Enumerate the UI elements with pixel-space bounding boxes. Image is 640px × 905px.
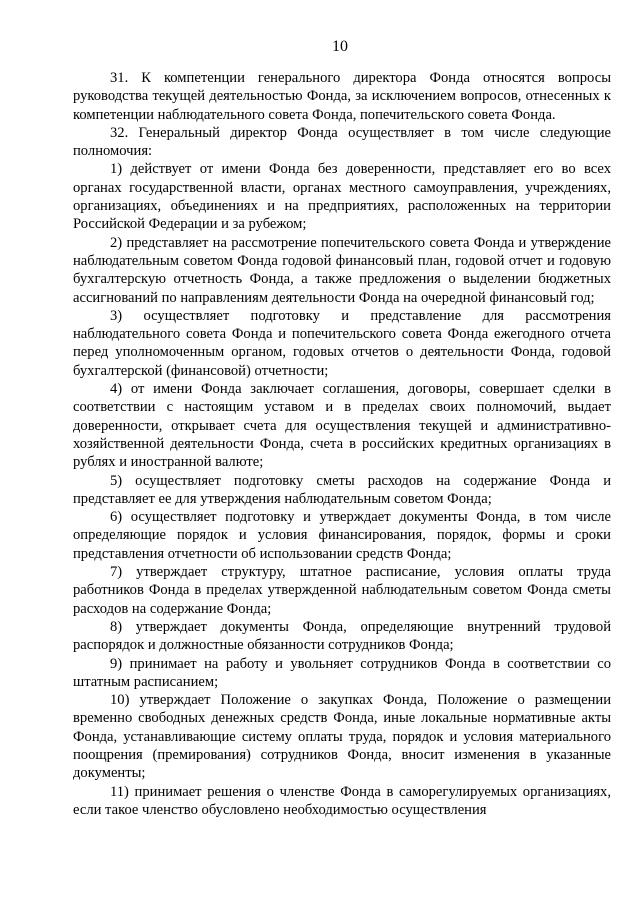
paragraph-32: 32. Генеральный директор Фонда осуществляет в том числе следующие полномочия: [73,124,611,160]
list-item-5: 5) осуществляет подготовку сметы расходов на содержание Фонда и представляет ее для утверждения наблюдательным советом Фонда; [73,472,611,507]
list-item-11: 11) принимает решения о членстве Фонда в саморегулируемых организациях, если такое членство обусловлено необходимостью осуществления [73,783,611,818]
list-item-2: 2) представляет на рассмотрение попечительского совета Фонда и утверждение наблюдательным советом Фонда годовой финансовый план, годовой отчет и годовую бухгалтерскую отчетность Фонда, а также предложения о выделении бюджетных ассигнований по направлениям деятельности Фонда на очередной финансовый год; [73,234,611,306]
page-number: 10 [332,38,348,55]
paragraph-31: 31. К компетенции генерального директора Фонда относятся вопросы руководства текущей деятельностью Фонда, за исключением вопросов, отнесенных к компетенции наблюдательного совета Фонда, попечительского совета Фонда. [73,70,611,123]
list-item-6: 6) осуществляет подготовку и утверждает документы Фонда, в том числе определяющие порядок и условия финансирования, порядок, формы и сроки представления отчетности об использовании средств Фонда; [73,509,611,562]
list-item-10: 10) утверждает Положение о закупках Фонда, Положение о размещении временно свободных денежных средств Фонда, иные локальные нормативные акты Фонда, устанавливающие систему оплаты труда, порядок и условия материального поощрения (премирования) сотрудников Фонда, вносит изменения в указанные документы; [73,692,611,782]
document-body [73,69,611,819]
list-item-4: 4) от имени Фонда заключает соглашения, договоры, совершает сделки в соответствии с настоящим уставом и в пределах своих полномочий, выдает доверенности, открывает счета для осуществления текущей и административно-хозяйственной деятельности Фонда, счета в российских кредитных организациях в рублях и иностранной валюте; [73,381,611,471]
list-item-1: 1) действует от имени Фонда без доверенности, представляет его во всех органах государственной власти, органах местного самоуправления, учреждениях, организациях, объединениях и на предприятиях, расположенных на территории Российской Федерации и за рубежом; [73,161,611,233]
list-item-9: 9) принимает на работу и увольняет сотрудников Фонда в соответствии со штатным расписанием; [73,655,611,690]
list-item-7: 7) утверждает структуру, штатное расписание, условия оплаты труда работников Фонда в пределах утвержденной наблюдательным советом Фонда сметы расходов на содержание Фонда; [73,564,611,617]
list-item-3: 3) осуществляет подготовку и представление для рассмотрения наблюдательного совета Фонда и попечительского совета Фонда ежегодного отчета перед уполномоченным органом, годовых отчетов о деятельности Фонда, годовой бухгалтерской (финансовой) отчетности; [73,307,611,379]
list-item-8: 8) утверждает документы Фонда, определяющие внутренний трудовой распорядок и должностные обязанности сотрудников Фонда; [73,618,611,654]
